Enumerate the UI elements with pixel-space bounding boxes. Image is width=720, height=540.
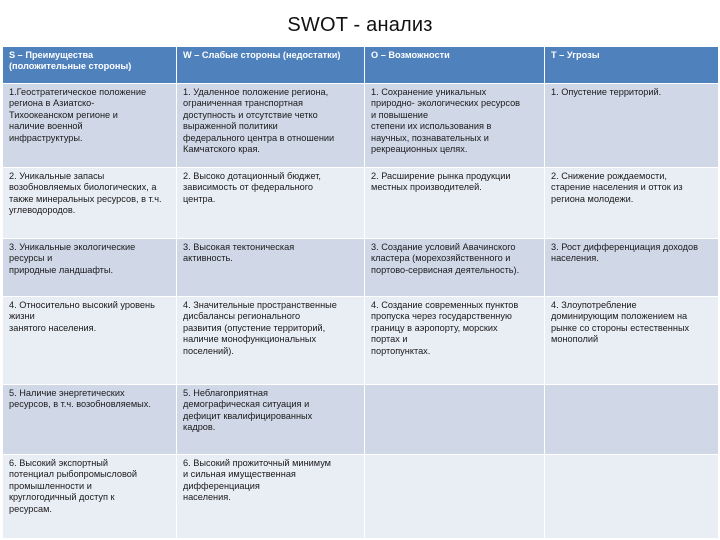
page-title: SWOT - анализ xyxy=(287,14,433,36)
table-cell: 4. Значительные пространственные дисбалансы регионального развития (опустение территорий, наличие монофункциональных поселений). xyxy=(177,297,365,385)
table-cell: 3. Рост дифференциация доходов населения. xyxy=(545,239,719,297)
table-cell: 4. Создание современных пунктов пропуска через государственную границу в аэропорту, морских портах и портопунктах. xyxy=(365,297,545,385)
table-cell: 5. Неблагоприятная демографическая ситуация и дефицит квалифицированных кадров. xyxy=(177,385,365,455)
table-cell: 6. Высокий экспортный потенциал рыбопромысловой промышленности и круглогодичный доступ к ресурсам. xyxy=(3,455,177,539)
table-cell xyxy=(545,455,719,539)
table-cell: 1.Геостратегическое положение региона в Азиатско- Тихоокеанском регионе и наличие военной инфраструктуры. xyxy=(3,84,177,168)
header-opportunities: O – Возможности xyxy=(365,47,545,84)
swot-table xyxy=(2,46,719,539)
table-cell: 4. Относительно высокий уровень жизни занятого населения. xyxy=(3,297,177,385)
table-cell xyxy=(365,455,545,539)
table-header-row xyxy=(3,47,719,84)
table-row xyxy=(3,455,719,539)
table-cell: 1. Удаленное положение региона, ограниченная транспортная доступность и отсутствие четко выраженной политики федерального центра в отношении Камчатского края. xyxy=(177,84,365,168)
table-cell: 4. Злоупотребление доминирующим положением на рынке со стороны естественных монополий xyxy=(545,297,719,385)
table-cell: 6. Высокий прожиточный минимум и сильная имущественная дифференциация населения. xyxy=(177,455,365,539)
table-row xyxy=(3,168,719,239)
table-cell xyxy=(545,385,719,455)
table-row xyxy=(3,239,719,297)
header-strengths: S – Преимущества (положительные стороны) xyxy=(3,47,177,84)
table-cell: 3. Уникальные экологические ресурсы и природные ландшафты. xyxy=(3,239,177,297)
table-row xyxy=(3,385,719,455)
table-row xyxy=(3,297,719,385)
table-cell: 2. Уникальные запасы возобновляемых биологических, а также минеральных ресурсов, в т.ч. углеводородов. xyxy=(3,168,177,239)
header-threats: T – Угрозы xyxy=(545,47,719,84)
header-weaknesses: W – Слабые стороны (недостатки) xyxy=(177,47,365,84)
table-cell: 3. Создание условий Авачинского кластера (морехозяйственного и портово-сервисная деятельность). xyxy=(365,239,545,297)
table-cell: 2. Высоко дотационный бюджет, зависимость от федерального центра. xyxy=(177,168,365,239)
table-cell xyxy=(365,385,545,455)
table-cell: 1. Сохранение уникальных природно- экологических ресурсов и повышение степени их использования в научных, познавательных и рекреационных целях. xyxy=(365,84,545,168)
table-cell: 1. Опустение территорий. xyxy=(545,84,719,168)
table-row xyxy=(3,84,719,168)
table-cell: 2. Расширение рынка продукции местных производителей. xyxy=(365,168,545,239)
table-cell: 3. Высокая тектоническая активность. xyxy=(177,239,365,297)
table-cell: 5. Наличие энергетических ресурсов, в т.ч. возобновляемых. xyxy=(3,385,177,455)
table-cell: 2. Снижение рождаемости, старение населения и отток из региона молодежи. xyxy=(545,168,719,239)
